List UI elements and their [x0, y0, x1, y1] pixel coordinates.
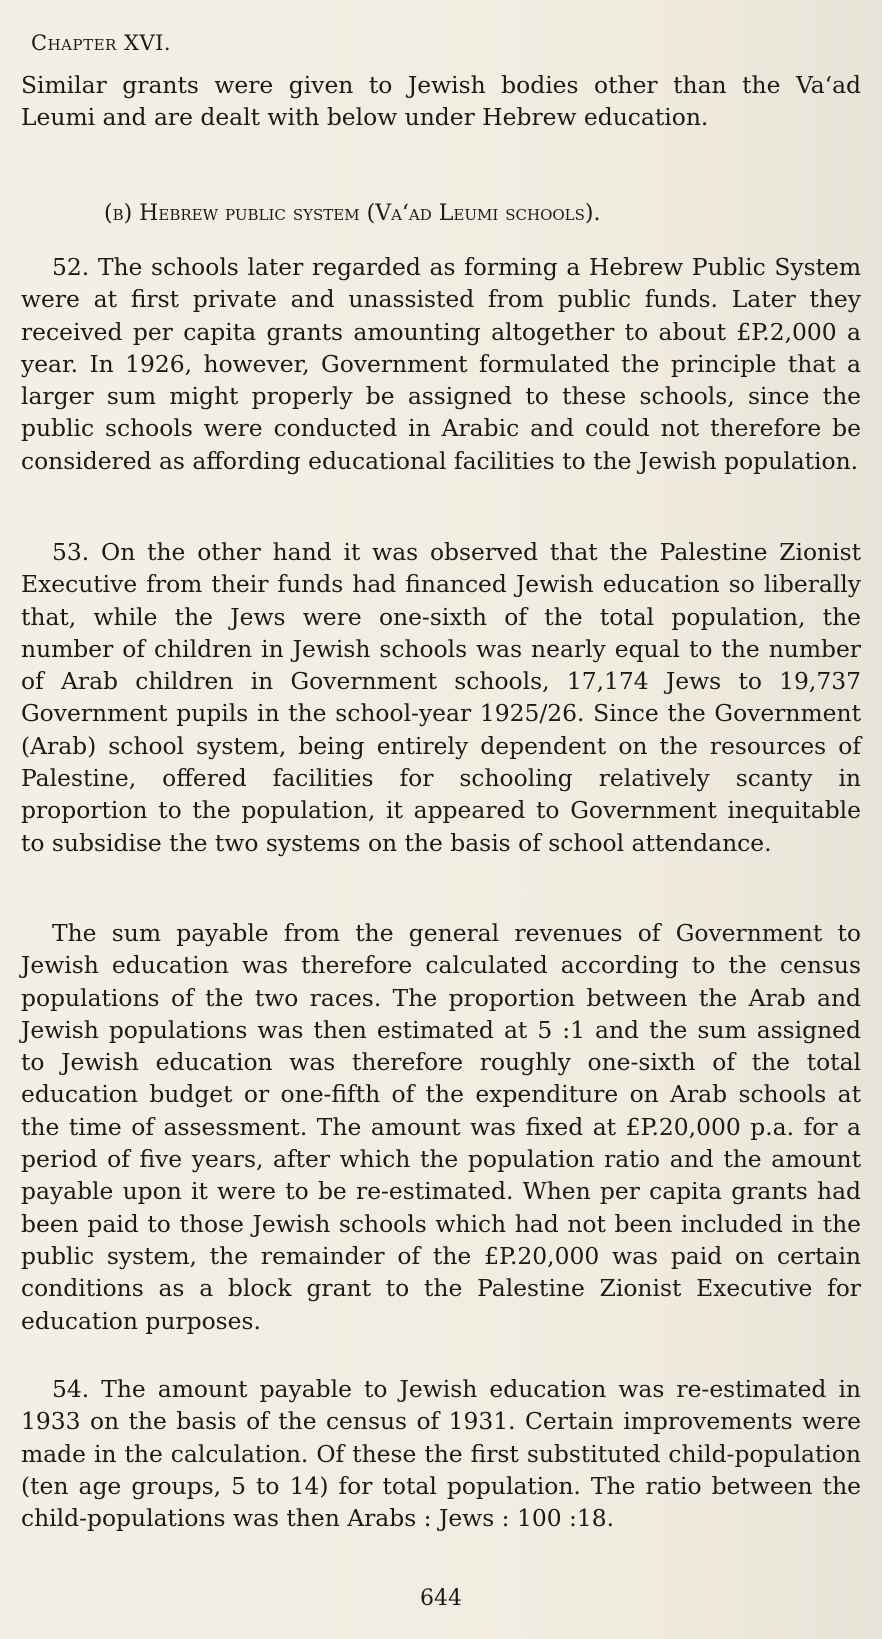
intro-block	[21, 69, 861, 134]
paragraph-54: 54. The amount payable to Jewish education was re-estimated in 1933 on the basis of the census of 1931. Certain improvements were made in the calculation. Of these the first substituted child-population (ten age groups, 5 to 14) for total population. The ratio between the child-populations was then Arabs : Jews : 100 :18.	[21, 1375, 861, 1533]
paragraph-52-block	[21, 251, 861, 477]
page-number: 644	[420, 1586, 462, 1611]
section-heading-text: (b) Hebrew public system (Va‘ad Leumi schools).	[104, 201, 601, 226]
paragraph-54-block	[21, 1373, 861, 1534]
paragraph-53-continued: The sum payable from the general revenues of Government to Jewish education was therefore calculated according to the census populations of the two races. The proportion between the Arab and Jewish populations was then estimated at 5 :1 and the sum assigned to Jewish education was therefore roughly one-sixth of the total education budget or one-fifth of the expenditure on Arab schools at the time of assessment. The amount was fixed at £P.20,000 p.a. for a period of five years, after which the population ratio and the amount payable upon it were to be re-estimated. When per capita grants had been paid to those Jewish schools which had not been included in the public system, the remainder of the £P.20,000 was paid on certain conditions as a block grant to the Palestine Zionist Executive for education purposes.	[21, 919, 861, 1335]
running-head	[31, 31, 171, 55]
intro-paragraph: Similar grants were given to Jewish bodies other than the Va‘ad Leumi and are dealt with below under Hebrew education.	[21, 71, 861, 132]
paragraph-53: 53. On the other hand it was observed that the Palestine Zionist Executive from their funds had financed Jewish education so liberally that, while the Jews were one-sixth of the total population, the number of children in Jewish schools was nearly equal to the number of Arab children in Government schools, 17,174 Jews to 19,737 Government pupils in the school-year 1925/26. Since the Government (Arab) school system, being entirely dependent on the resources of Palestine, offered facilities for schooling relatively scanty in proportion to the population, it appeared to Government inequitable to subsidise the two systems on the basis of school attendance.	[21, 538, 861, 857]
paragraph-52: 52. The schools later regarded as forming a Hebrew Public System were at first private and unassisted from public funds. Later they received per capita grants amounting altogether to about £P.2,000 a year. In 1926, however, Government formulated the principle that a larger sum might properly be assigned to these schools, since the public schools were conducted in Arabic and could not therefore be considered as affording educational facilities to the Jewish population.	[21, 253, 861, 475]
section-heading	[104, 201, 600, 226]
paragraph-53-block	[21, 536, 861, 859]
paragraph-53b-block	[21, 917, 861, 1337]
running-head-text: Chapter XVI.	[31, 31, 172, 55]
